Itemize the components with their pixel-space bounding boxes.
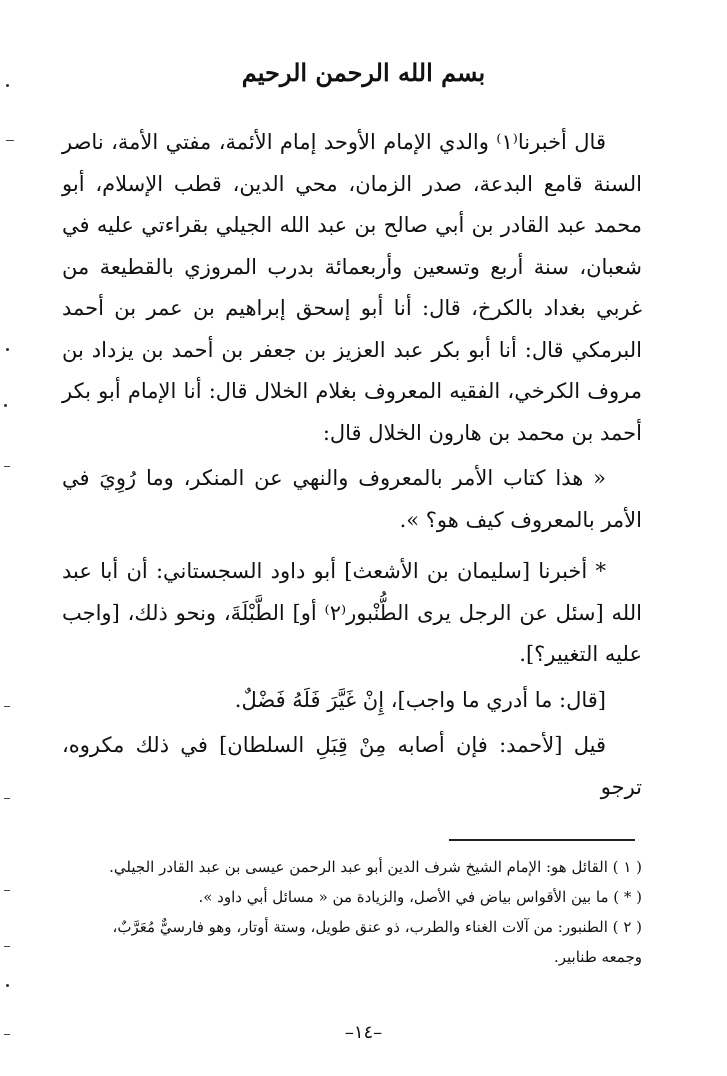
main-text (62, 122, 642, 808)
footnote-2: ( ٢ ) الطنبور: من آلات الغناء والطرب، ذو عنق طويل، وستة أوتار، وهو فارسيٌّ مُعَرَّبٌ، وجمعه طنابير. (112, 918, 642, 966)
paragraph-isnad: قال أخبرنا⁽١⁾ والدي الإمام الأوحد إمام الأئمة، مفتي الأمة، ناصر السنة قامع البدعة، صدر الزمان، محي الدين، قطب الإسلام، أبو محمد عبد القادر بن أبي صالح بن عبد الله الجيلي بقراءتي عليه في شعبان، سنة أربع وتسعين وأربعمائة بدرب المروزي بالقطيعة من غربي بغداد بالكرخ، قال: أنا أبو إسحق إبراهيم بن عمر بن أحمد البرمكي قال: أنا أبو بكر عبد العزيز بن جعفر بن أحمد بن يزداد بن مروف الكرخي، الفقيه المعروف بغلام الخلال قال: أنا الإمام أبو بكر أحمد بن محمد بن هارون الخلال قال: (62, 130, 642, 445)
paragraph-book-title-quote: « هذا كتاب الأمر بالمعروف والنهي عن المنكر، وما رُوِيَ في الأمر بالمعروف كيف هو؟ ». (62, 466, 642, 532)
scan-speck (6, 140, 14, 141)
scan-speck (4, 890, 10, 891)
footnotes (70, 852, 642, 972)
scan-speck (4, 1034, 10, 1035)
paragraph-question: قيل [لأحمد: فإن أصابه مِنْ قِبَلِ السلطان] في ذلك مكروه، ترجو (62, 733, 642, 799)
footnote-divider (449, 839, 635, 841)
scan-speck (4, 466, 10, 467)
paragraph-answer: [قال: ما أدري ما واجب]، إِنْ غَيَّرَ فَلَهُ فَضْلٌ. (234, 687, 606, 712)
paragraph-abu-dawud: * أخبرنا [سليمان بن الأشعث] أبو داود السجستاني: أن أبا عبد الله [سئل عن الرجل يرى الطُّنْبور⁽٢⁾ أو] الطَّبْلَةَ، ونحو ذلك، [واجب عليه التغيير؟]. (62, 559, 642, 666)
scan-speck (6, 984, 9, 987)
page-number: –١٤– (344, 1022, 383, 1043)
page-title: بسم الله الرحمن الرحيم (241, 58, 486, 87)
scan-speck (4, 946, 10, 947)
scan-speck (4, 706, 10, 707)
footnote-star: ( * ) ما بين الأقواس بياض في الأصل، والزيادة من « مسائل أبي داود ». (198, 888, 642, 906)
scan-speck (6, 348, 9, 351)
scan-speck (6, 84, 9, 87)
scan-speck (4, 798, 10, 799)
footnote-1: ( ١ ) القائل هو: الإمام الشيخ شرف الدين أبو عبد الرحمن عيسى بن عبد القادر الجيلي. (109, 858, 642, 876)
scan-speck (4, 404, 7, 407)
